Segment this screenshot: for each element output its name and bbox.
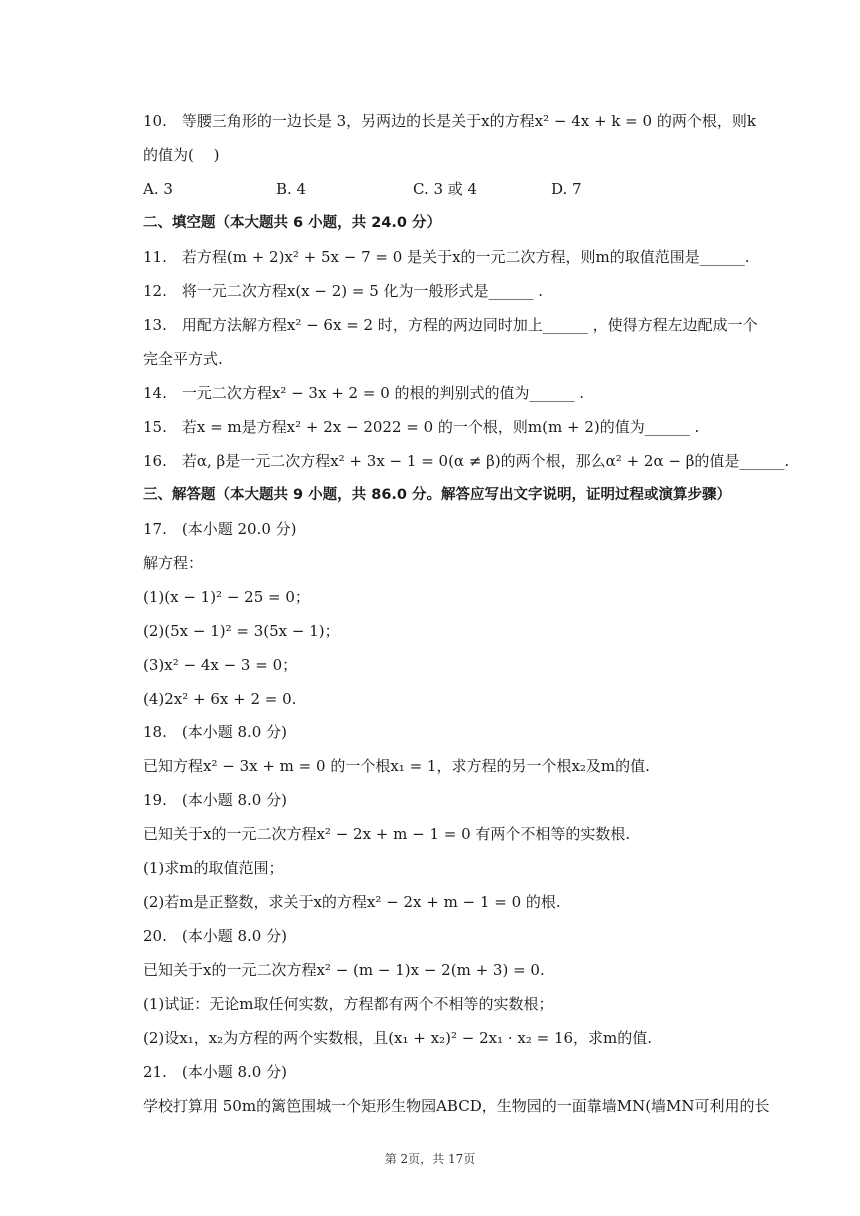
q20-title: 20. (本小题 8.0 分) bbox=[143, 927, 287, 945]
question-13: 13. 用配方法解方程x² − 6x = 2 时，方程的两边同时加上______ ，使得方程左边配成一个 bbox=[143, 316, 758, 334]
question-14: 14. 一元二次方程x² − 3x + 2 = 0 的根的判别式的值为______ . bbox=[143, 384, 585, 402]
q17-part-3: (3)x² − 4x − 3 = 0； bbox=[143, 656, 298, 674]
q19-part-1: (1)求m的取值范围； bbox=[143, 859, 284, 877]
q10-line2: 的值为( ) bbox=[143, 146, 220, 164]
q20-part-2: (2)设x₁，x₂为方程的两个实数根，且(x₁ + x₂)² − 2x₁ · x₂ = 16，求m的值. bbox=[143, 1029, 653, 1047]
q19-text: 已知关于x的一元二次方程x² − 2x + m − 1 = 0 有两个不相等的实数根. bbox=[143, 825, 631, 843]
question-16: 16. 若α, β是一元二次方程x² + 3x − 1 = 0(α ≠ β)的两个根，那么α² + 2α − β的值是______. bbox=[143, 452, 790, 470]
q20-part-1: (1)试证：无论m取任何实数，方程都有两个不相等的实数根； bbox=[143, 995, 554, 1013]
page-footer: 第 2页，共 17页 bbox=[384, 1152, 476, 1166]
q18-title: 18. (本小题 8.0 分) bbox=[143, 723, 287, 741]
q19-part-2: (2)若m是正整数，求关于x的方程x² − 2x + m − 1 = 0 的根. bbox=[143, 893, 561, 911]
q17-part-2: (2)(5x − 1)² = 3(5x − 1)； bbox=[143, 622, 340, 640]
q17-intro: 解方程： bbox=[143, 554, 204, 572]
question-12: 12. 将一元二次方程x(x − 2) = 5 化为一般形式是______ . bbox=[143, 282, 544, 300]
question-15: 15. 若x = m是方程x² + 2x − 2022 = 0 的一个根，则m(m + 2)的值为______ . bbox=[143, 418, 700, 436]
q17-part-4: (4)2x² + 6x + 2 = 0. bbox=[143, 690, 297, 708]
q18-text: 已知方程x² − 3x + m = 0 的一个根x₁ = 1，求方程的另一个根x₂及m的值. bbox=[143, 757, 650, 775]
section2-heading: 二、填空题（本大题共 6 小题，共 24.0 分） bbox=[143, 215, 442, 231]
section3-heading: 三、解答题（本大题共 9 小题，共 86.0 分。解答应写出文字说明，证明过程或演算步骤） bbox=[143, 487, 732, 503]
q10-option-b: B. 4 bbox=[276, 180, 307, 198]
q20-text: 已知关于x的一元二次方程x² − (m − 1)x − 2(m + 3) = 0. bbox=[143, 961, 545, 979]
q10-option-c: C. 3 或 4 bbox=[413, 180, 478, 198]
question-11: 11. 若方程(m + 2)x² + 5x − 7 = 0 是关于x的一元二次方程，则m的取值范围是______. bbox=[143, 248, 750, 266]
q17-part-1: (1)(x − 1)² − 25 = 0； bbox=[143, 588, 310, 606]
q19-title: 19. (本小题 8.0 分) bbox=[143, 791, 287, 809]
q10-line1: 10. 等腰三角形的一边长是 3，另两边的长是关于x的方程x² − 4x + k = 0 的两个根，则k bbox=[143, 112, 756, 130]
q17-title: 17. (本小题 20.0 分) bbox=[143, 520, 297, 538]
q21-title: 21. (本小题 8.0 分) bbox=[143, 1063, 287, 1081]
question-13-cont: 完全平方式. bbox=[143, 350, 223, 368]
q10-option-d: D. 7 bbox=[551, 180, 582, 198]
q21-text: 学校打算用 50m的篱笆围城一个矩形生物园ABCD，生物园的一面靠墙MN(墙MN可利用的长 bbox=[143, 1097, 770, 1115]
q10-option-a: A. 3 bbox=[143, 180, 173, 198]
